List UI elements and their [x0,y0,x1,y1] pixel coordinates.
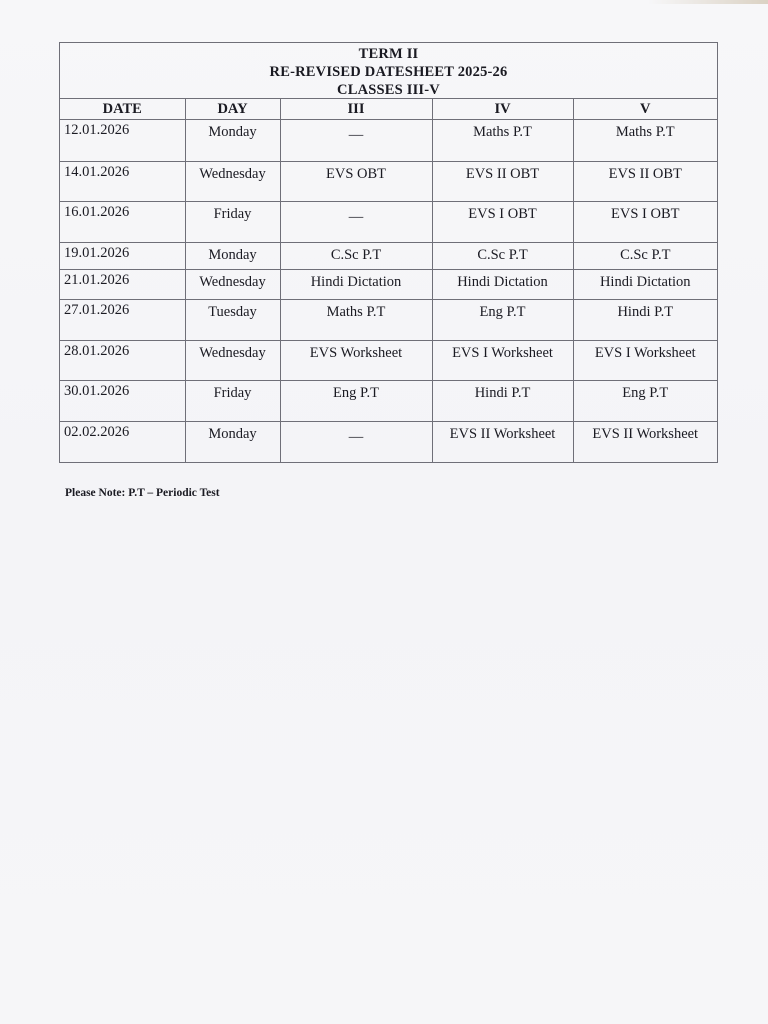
class-v-cell: EVS I Worksheet [573,341,717,381]
date-cell: 21.01.2026 [60,270,185,300]
day-cell: Monday [185,422,280,462]
class-iii-cell: Maths P.T [280,300,432,341]
date-cell: 30.01.2026 [60,381,185,422]
class-v-cell: EVS I OBT [573,202,717,243]
day-cell: Wednesday [185,341,280,381]
day-cell: Tuesday [185,300,280,341]
date-cell: 19.01.2026 [60,243,185,270]
class-iv-cell: Eng P.T [432,300,573,341]
date-cell: 27.01.2026 [60,300,185,341]
table-row [60,243,717,270]
schedule-grid [60,99,717,462]
table-row [60,300,717,341]
class-iv-cell: Hindi P.T [432,381,573,422]
class-v-cell: C.Sc P.T [573,243,717,270]
class-iv-cell: EVS I OBT [432,202,573,243]
classes-heading: CLASSES III-V [337,82,440,98]
datesheet-table [59,42,718,463]
table-row [60,381,717,422]
class-iii-cell: EVS Worksheet [280,341,432,381]
day-cell: Monday [185,243,280,270]
class-v-cell: Hindi Dictation [573,270,717,300]
class-iv-cell: Hindi Dictation [432,270,573,300]
class-iii-cell: — [280,422,432,462]
class-iii-cell: C.Sc P.T [280,243,432,270]
class-iii-cell: — [280,120,432,162]
class-v-cell: EVS II Worksheet [573,422,717,462]
date-cell: 16.01.2026 [60,202,185,243]
column-header-class-v: V [573,99,717,120]
class-v-cell: Maths P.T [573,120,717,162]
class-v-cell: EVS II OBT [573,162,717,202]
class-iv-cell: C.Sc P.T [432,243,573,270]
table-title-block [60,43,717,99]
table-row [60,422,717,462]
day-cell: Friday [185,381,280,422]
date-cell: 14.01.2026 [60,162,185,202]
table-row [60,120,717,162]
table-row [60,341,717,381]
class-iv-cell: Maths P.T [432,120,573,162]
footnote: Please Note: P.T – Periodic Test [65,487,220,499]
page-edge-shadow [648,0,768,4]
class-v-cell: Hindi P.T [573,300,717,341]
class-iii-cell: EVS OBT [280,162,432,202]
class-iv-cell: EVS II Worksheet [432,422,573,462]
class-iii-cell: Hindi Dictation [280,270,432,300]
column-header-day: DAY [185,99,280,120]
class-iv-cell: EVS I Worksheet [432,341,573,381]
table-row [60,270,717,300]
class-iii-cell: — [280,202,432,243]
day-cell: Friday [185,202,280,243]
date-cell: 02.02.2026 [60,422,185,462]
column-header-class-iv: IV [432,99,573,120]
day-cell: Wednesday [185,270,280,300]
date-cell: 28.01.2026 [60,341,185,381]
column-header-class-iii: III [280,99,432,120]
date-cell: 12.01.2026 [60,120,185,162]
class-v-cell: Eng P.T [573,381,717,422]
term-heading: TERM II [358,46,419,62]
table-row [60,162,717,202]
header-row [60,99,717,120]
class-iv-cell: EVS II OBT [432,162,573,202]
datesheet-title: RE-REVISED DATESHEET 2025-26 [269,64,508,80]
class-iii-cell: Eng P.T [280,381,432,422]
day-cell: Monday [185,120,280,162]
table-row [60,202,717,243]
day-cell: Wednesday [185,162,280,202]
column-header-date: DATE [60,99,185,120]
